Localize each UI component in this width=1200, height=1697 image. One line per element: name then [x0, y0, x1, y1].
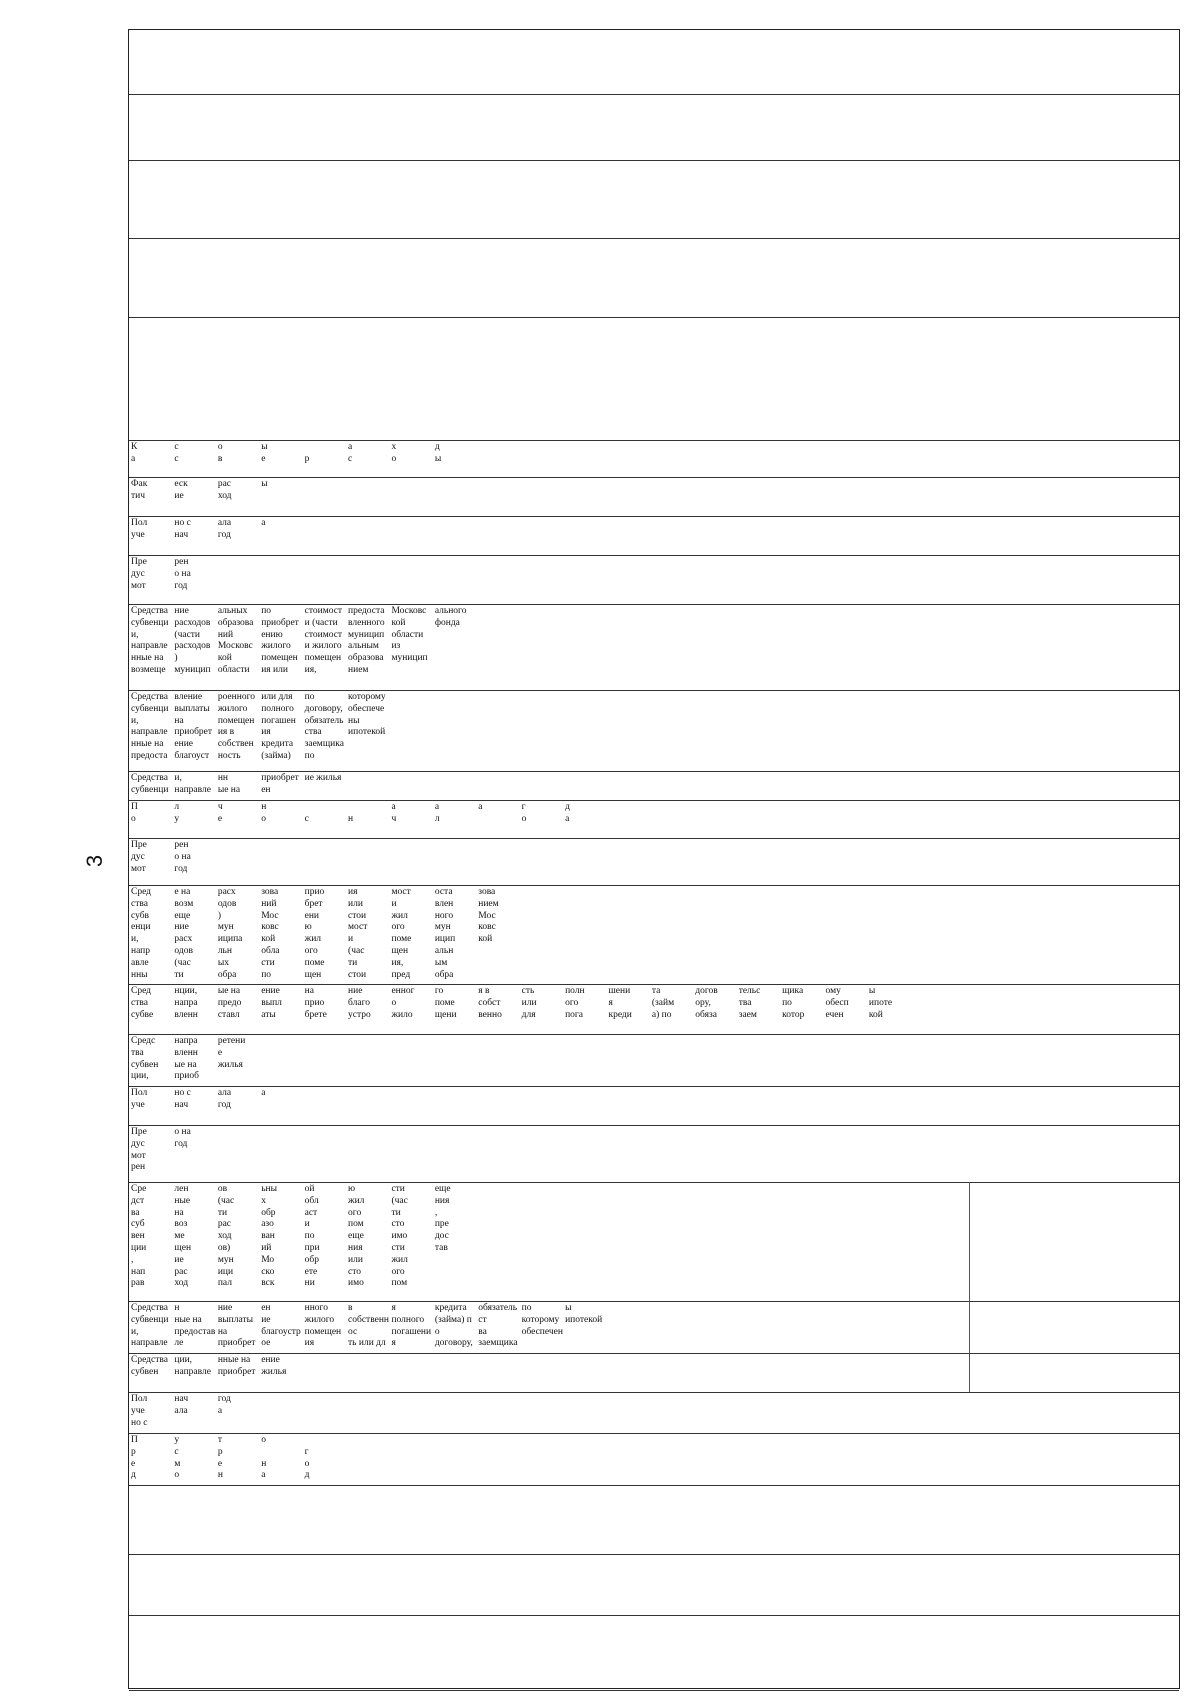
row-divider	[129, 440, 1179, 441]
table-row-26	[129, 1615, 1179, 1690]
row-label: Фак тич еск ие рас ход ы	[131, 479, 268, 501]
row-label: Пол уче но с нач ала год а	[131, 1394, 231, 1428]
row-label: Пре дус мот рен о на год	[131, 1127, 191, 1173]
row-label: Средства субвенци и, направле нные на возмеще ние расходов (части расходов ) муницип альных образова ний Московс кой области по приобрет ению жилого помещен ия или стоимост и (части стоимост и жилого помещен ия, предоста вленного муницип альным образова нием Московс кой области из муницип ального фонда	[131, 606, 467, 675]
row-label: Пре дус мот рен о на год	[131, 557, 191, 591]
row-divider	[129, 604, 1179, 605]
table-row-9	[129, 604, 1179, 690]
row-label: П р е д у с м о т р е н о н а г о д	[131, 1435, 310, 1481]
row-divider	[129, 1301, 1179, 1302]
table-row-24	[129, 1485, 1179, 1554]
row-divider	[129, 1125, 1179, 1126]
row-divider	[129, 555, 1179, 556]
row-divider	[129, 690, 1179, 691]
row-divider	[129, 1615, 1179, 1616]
page-number: 3	[82, 854, 107, 868]
table-row-12	[129, 800, 1179, 838]
table-row-15	[129, 984, 1179, 1034]
row-divider	[129, 1182, 1179, 1183]
table-row-7	[129, 516, 1179, 555]
row-divider	[129, 1353, 1179, 1354]
column-divider	[969, 1182, 970, 1392]
table-row-1	[129, 94, 1179, 160]
table-row-20	[129, 1301, 1179, 1353]
table-row-0	[129, 30, 1179, 94]
row-divider	[129, 771, 1179, 772]
row-divider	[129, 516, 1179, 517]
row-label: Сре дст ва суб вен ции , нап рав лен ные на воз ме щен ие рас ход ов (час ти рас ход ов) мун ици пал ьны х обр азо ван ий Мо ско вск ой обл аст и по при обр ете ни ю жил ого пом еще ния или сто имо сти (час ти сто имо сти жил ого пом еще ния , пре дос тав	[131, 1184, 451, 1289]
row-label: Средства субвенции, направлен ные на предоставле ние выплаты на приобретен ие благоустрое нного жилого помещения в собственнос ть или для полного погашения кредита (займа) по договору, обязательст ва заемщика по которому обеспечены ипотекой	[131, 1303, 603, 1349]
row-label: Средс тва субвен ции, напра вленн ые на приоб ретени е жилья	[131, 1036, 246, 1082]
table-row-8	[129, 555, 1179, 604]
row-divider	[129, 885, 1179, 886]
table-row-10	[129, 690, 1179, 771]
table-row-14	[129, 885, 1179, 984]
row-divider	[129, 317, 1179, 318]
table-row-21	[129, 1353, 1179, 1392]
row-label: Средства субвенци и, направле нные на предоста вление выплаты на приобрет ение благоуст роенного жилого помещен ия в собствен ность или для полного погашен ия кредита (займа) по договору, обязатель ства заемщика по которому обеспече ны ипотекой	[131, 692, 386, 761]
row-divider	[129, 838, 1179, 839]
table-row-3	[129, 238, 1179, 317]
row-divider	[129, 800, 1179, 801]
table-row-22	[129, 1392, 1179, 1433]
row-divider	[129, 1554, 1179, 1555]
row-divider	[129, 1433, 1179, 1434]
table-row-23	[129, 1433, 1179, 1485]
row-divider	[129, 477, 1179, 478]
table-row-11	[129, 771, 1179, 800]
table-row-18	[129, 1125, 1179, 1182]
row-label: К а с с о в ы е р а с х о д ы	[131, 442, 442, 464]
table-row-6	[129, 477, 1179, 516]
row-divider	[129, 1485, 1179, 1486]
row-label: Сред ства субв енци и, напр авле нны е на возм еще ние расх одов (час ти расх одов ) мун иципа льн ых обра зова ний Мос ковс кой обла сти по прио брет ени ю жил ого поме щен ия или стои мост и (час ти стои мост и жил ого поме щен ия, пред оста влен ного мун ицип альн ым обра зова нием Мос ковс кой	[131, 887, 499, 980]
row-divider	[129, 1392, 1179, 1393]
row-divider	[129, 984, 1179, 985]
row-divider	[129, 1086, 1179, 1087]
row-label: Пре дус мот рен о на год	[131, 840, 191, 874]
row-label: Пол уче но с нач ала год а	[131, 518, 266, 540]
row-label: Сред ства субве нции, напра вленн ые на предо ставл ение выпл аты на прио брете ние благо устро енног о жило го поме щени я в собст венно сть или для полн ого пога шени я креди та (займ а) по догов ору, обяза тельс тва заем щика по котор ому обесп ечен ы ипоте кой	[131, 986, 893, 1020]
table-row-4	[129, 317, 1179, 440]
row-divider	[129, 1690, 1179, 1691]
table-row-17	[129, 1086, 1179, 1125]
table-row-25	[129, 1554, 1179, 1615]
table-row-13	[129, 838, 1179, 885]
row-label: Пол уче но с нач ала год а	[131, 1088, 266, 1110]
table-row-5	[129, 440, 1179, 477]
table-row-16	[129, 1034, 1179, 1086]
row-divider	[129, 1034, 1179, 1035]
row-label: Средства субвенции, направленн ые на приобретен ие жилья	[131, 773, 342, 795]
row-label: Средства субвен ции, направле нные на приобрет ение жилья	[131, 1355, 287, 1377]
table-row-2	[129, 160, 1179, 238]
table-row-19	[129, 1182, 1179, 1301]
rotated-budget-table	[128, 29, 1180, 1689]
row-divider	[129, 94, 1179, 95]
row-divider	[129, 238, 1179, 239]
row-label: П о л у ч е н о с н а ч а л а г о д а	[131, 802, 570, 824]
row-divider	[129, 160, 1179, 161]
